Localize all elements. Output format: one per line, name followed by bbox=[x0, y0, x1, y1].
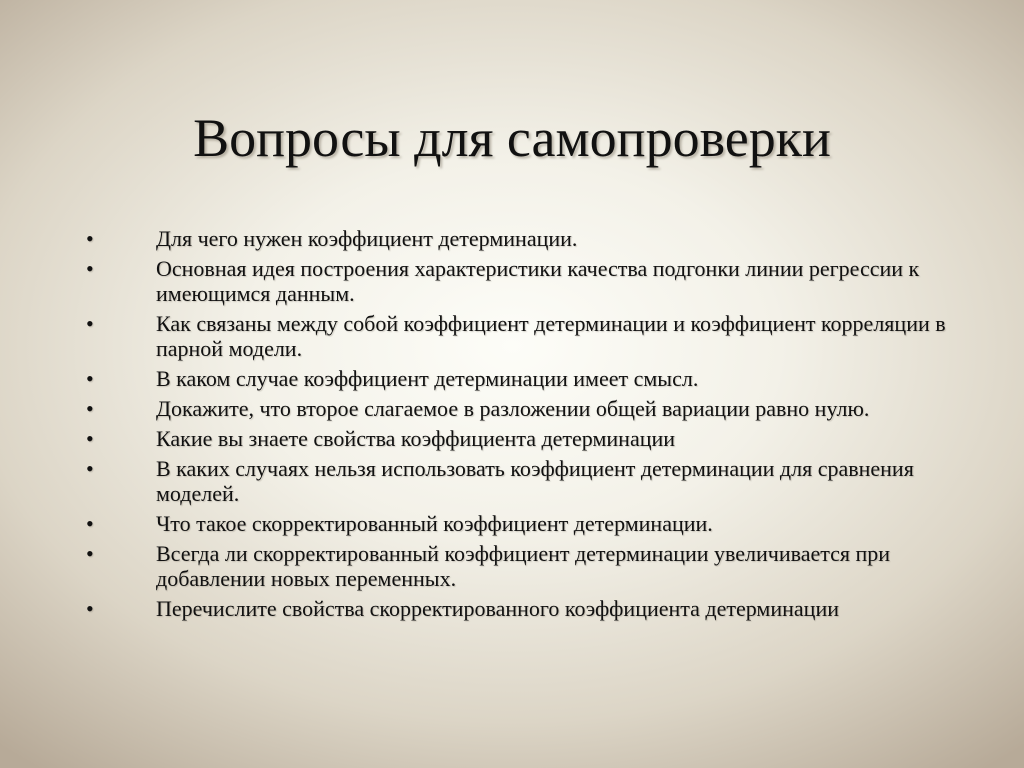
list-item-text: Какие вы знаете свойства коэффициента детерминации bbox=[156, 426, 676, 451]
list-item bbox=[86, 426, 946, 451]
slide-title: Вопросы для самопроверки bbox=[193, 108, 831, 168]
list-item-text: Докажите, что второе слагаемое в разложении общей вариации равно нулю. bbox=[156, 396, 870, 421]
list-item-text: Перечислите свойства скорректированного коэффициента детерминации bbox=[156, 596, 839, 621]
bullet-icon: • bbox=[86, 426, 94, 451]
list-item-text: В каких случаях нельзя использовать коэффициент детерминации для сравнения моделей. bbox=[156, 456, 914, 506]
question-list bbox=[86, 226, 946, 626]
bullet-icon: • bbox=[86, 366, 94, 391]
bullet-icon: • bbox=[86, 511, 94, 536]
bullet-icon: • bbox=[86, 596, 94, 621]
list-item bbox=[86, 366, 946, 391]
list-item-text: Что такое скорректированный коэффициент детерминации. bbox=[156, 511, 713, 536]
list-item-text: Для чего нужен коэффициент детерминации. bbox=[156, 226, 578, 251]
bullet-icon: • bbox=[86, 256, 94, 281]
list-item bbox=[86, 596, 946, 621]
list-item bbox=[86, 311, 946, 361]
list-item bbox=[86, 226, 946, 251]
list-item bbox=[86, 396, 946, 421]
bullet-icon: • bbox=[86, 396, 94, 421]
list-item bbox=[86, 456, 946, 506]
list-item-text: Основная идея построения характеристики качества подгонки линии регрессии к имеющимся данным. bbox=[156, 256, 920, 306]
list-item-text: Как связаны между собой коэффициент детерминации и коэффициент корреляции в парной модели. bbox=[156, 311, 946, 361]
list-item bbox=[86, 256, 946, 306]
list-item-text: Всегда ли скорректированный коэффициент детерминации увеличивается при добавлении новых переменных. bbox=[156, 541, 891, 591]
bullet-icon: • bbox=[86, 311, 94, 336]
list-item bbox=[86, 541, 946, 591]
list-item-text: В каком случае коэффициент детерминации имеет смысл. bbox=[156, 366, 699, 391]
list-item bbox=[86, 511, 946, 536]
bullet-icon: • bbox=[86, 541, 94, 566]
bullet-icon: • bbox=[86, 456, 94, 481]
bullet-icon: • bbox=[86, 226, 94, 251]
